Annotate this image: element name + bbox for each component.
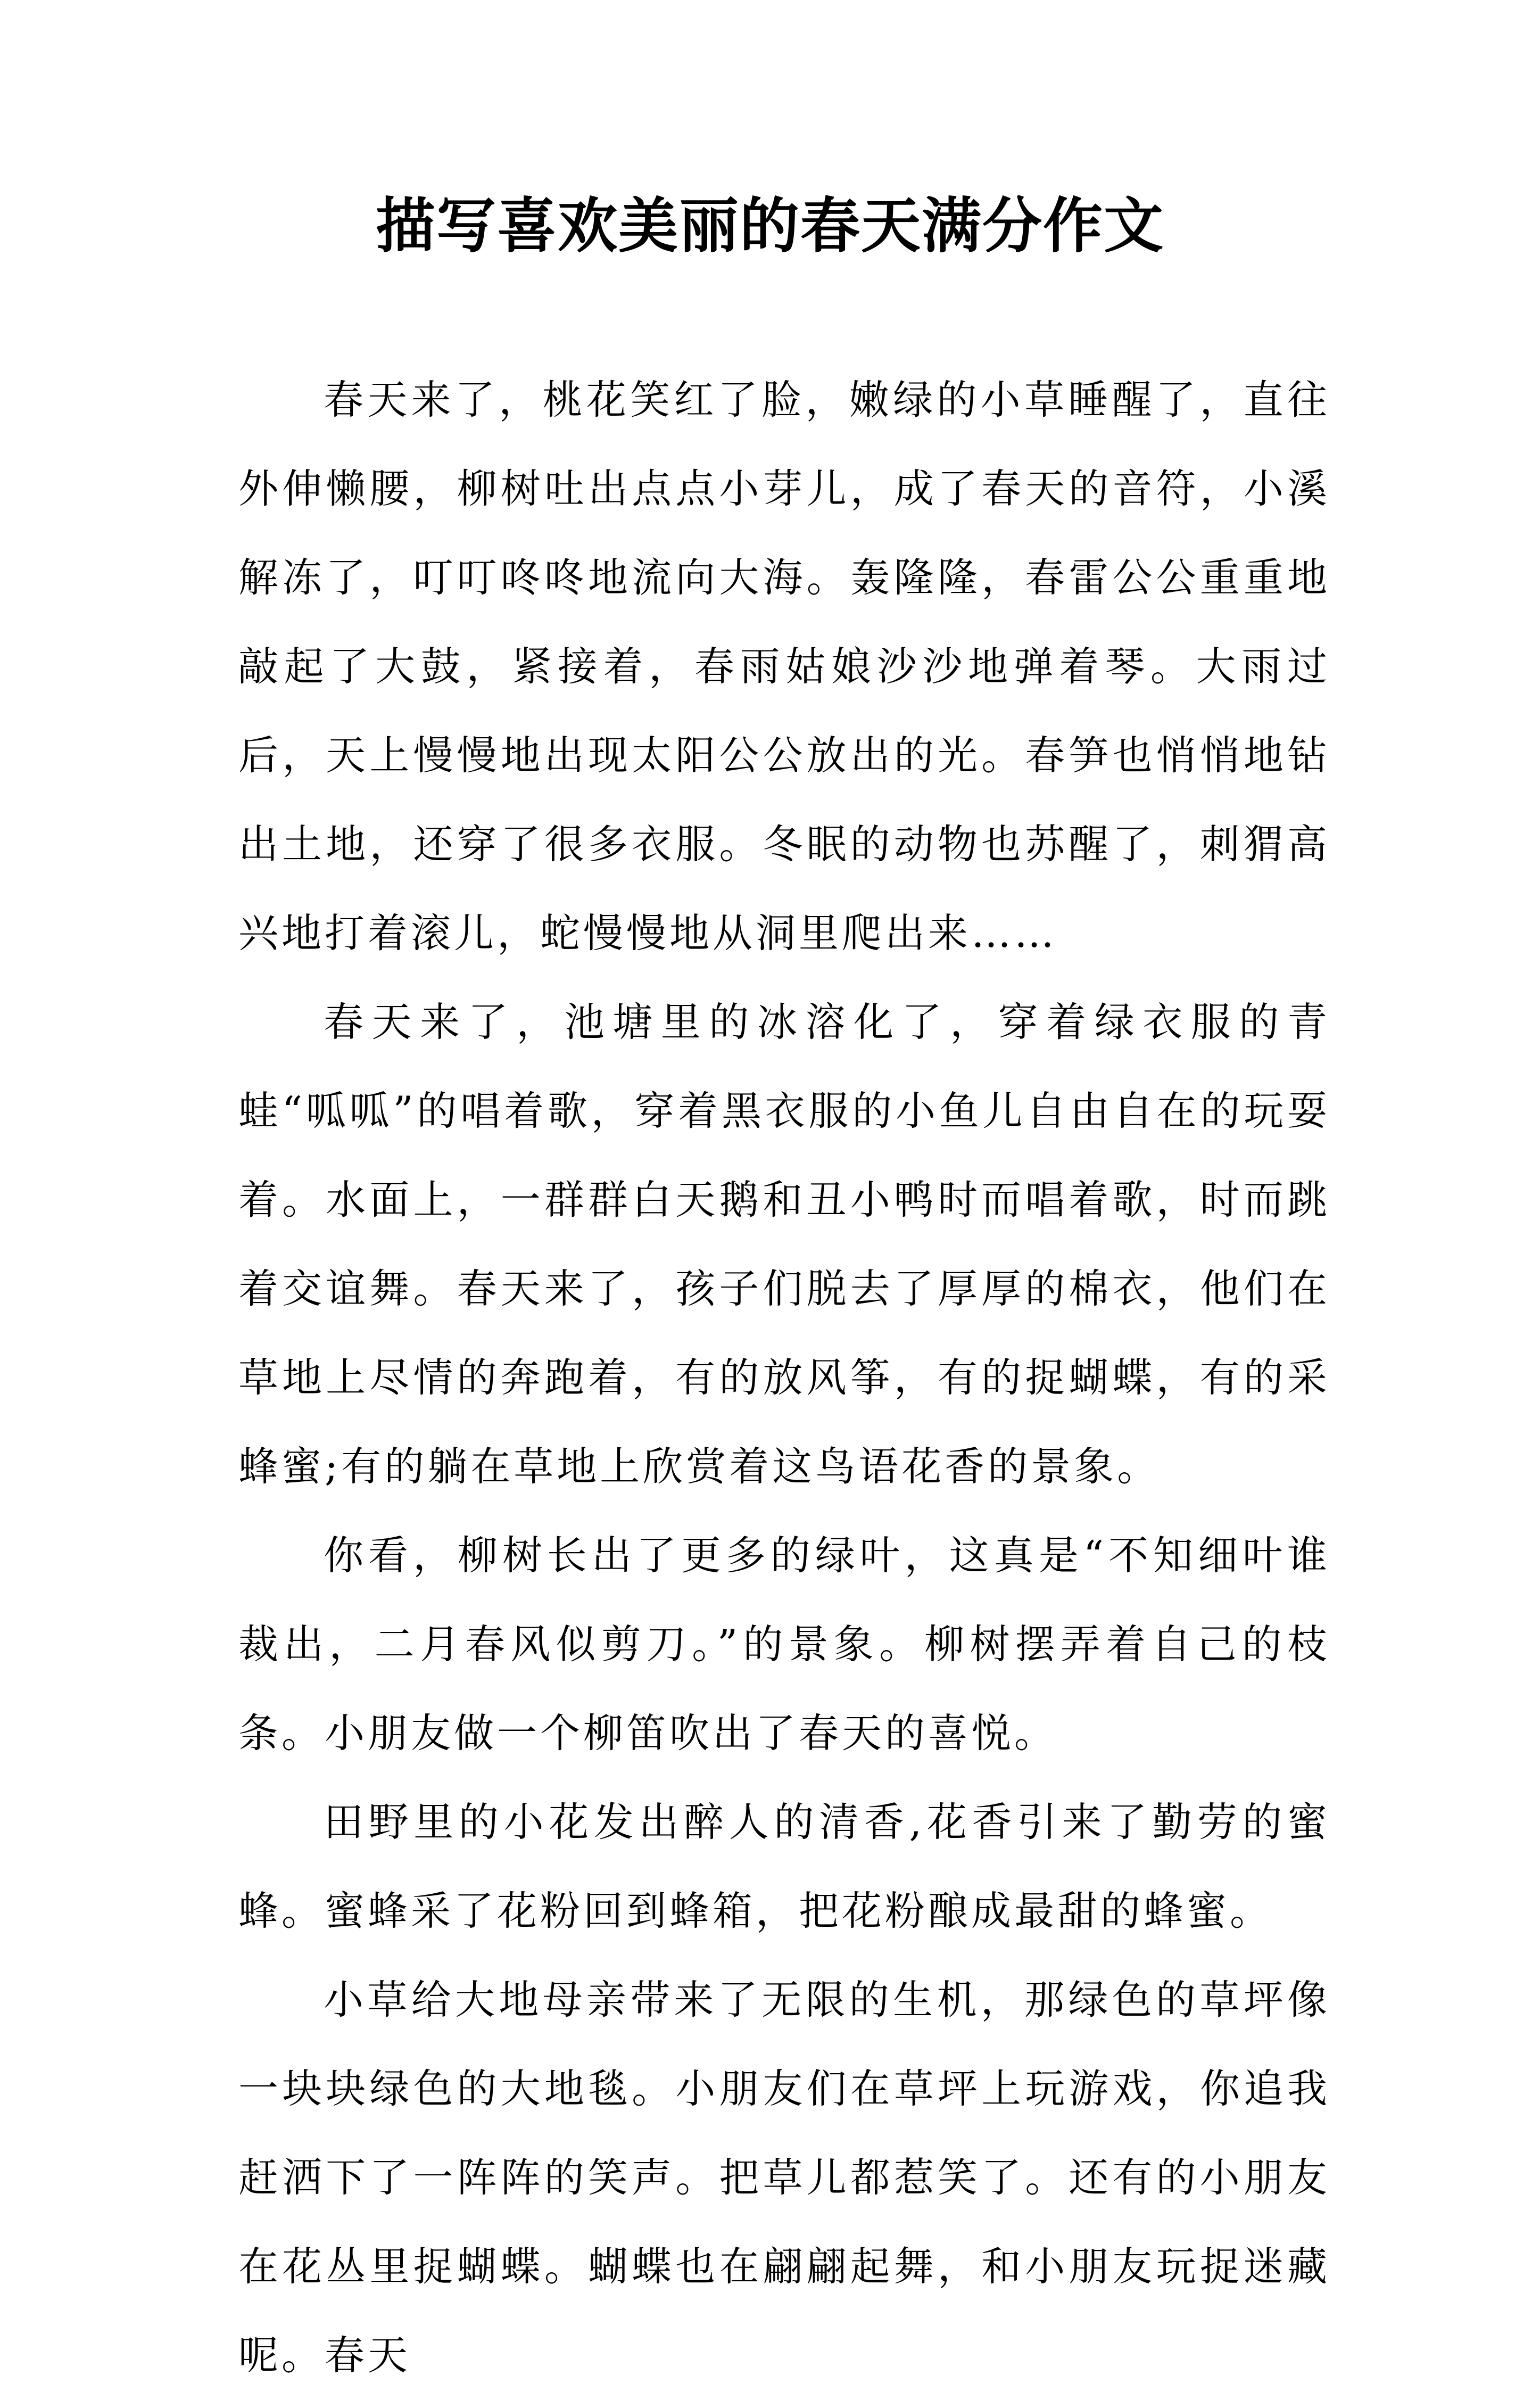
- paragraph-5: 小草给大地母亲带来了无限的生机，那绿色的草坪像一块块绿色的大地毯。小朋友们在草坪上玩游戏，你追我赶洒下了一阵阵的笑声。把草儿都惹笑了。还有的小朋友在花丛里捉蝴蝶。蝴蝶也在翩翩起舞，和小朋友玩捉迷藏呢。春天: [238, 1976, 1330, 2379]
- paragraph-1: 春天来了，桃花笑红了脸，嫩绿的小草睡醒了，直往外伸懒腰，柳树吐出点点小芽儿，成了春天的音符，小溪解冻了，叮叮咚咚地流向大海。轰隆隆，春雷公公重重地敲起了大鼓，紧接着，春雨姑娘沙沙地弹着琴。大雨过后，天上慢慢地出现太阳公公放出的光。春笋也悄悄地钻出土地，还穿了很多衣服。冬眠的动物也苏醒了，刺猬高兴地打着滚儿，蛇慢慢地从洞里爬出来……: [238, 376, 1330, 956]
- paragraph-3: 你看，柳树长出了更多的绿叶，这真是“不知细叶谁裁出，二月春风似剪刀。”的景象。柳树摆弄着自己的枝条。小朋友做一个柳笛吹出了春天的喜悦。: [238, 1532, 1330, 1756]
- page-title: 描写喜欢美丽的春天满分作文: [376, 191, 1164, 261]
- essay-body: [238, 356, 1330, 2400]
- paragraph-4: 田野里的小花发出醉人的清香,花香引来了勤劳的蜜蜂。蜜蜂采了花粉回到蜂箱，把花粉酿成最甜的蜂蜜。: [238, 1799, 1330, 1934]
- paragraph-2: 春天来了，池塘里的冰溶化了，穿着绿衣服的青蛙“呱呱”的唱着歌，穿着黑衣服的小鱼儿自由自在的玩耍着。水面上，一群群白天鹅和丑小鸭时而唱着歌，时而跳着交谊舞。春天来了，孩子们脱去了厚厚的棉衣，他们在草地上尽情的奔跑着，有的放风筝，有的捉蝴蝶，有的采蜂蜜;有的躺在草地上欣赏着这鸟语花香的景象。: [238, 999, 1330, 1490]
